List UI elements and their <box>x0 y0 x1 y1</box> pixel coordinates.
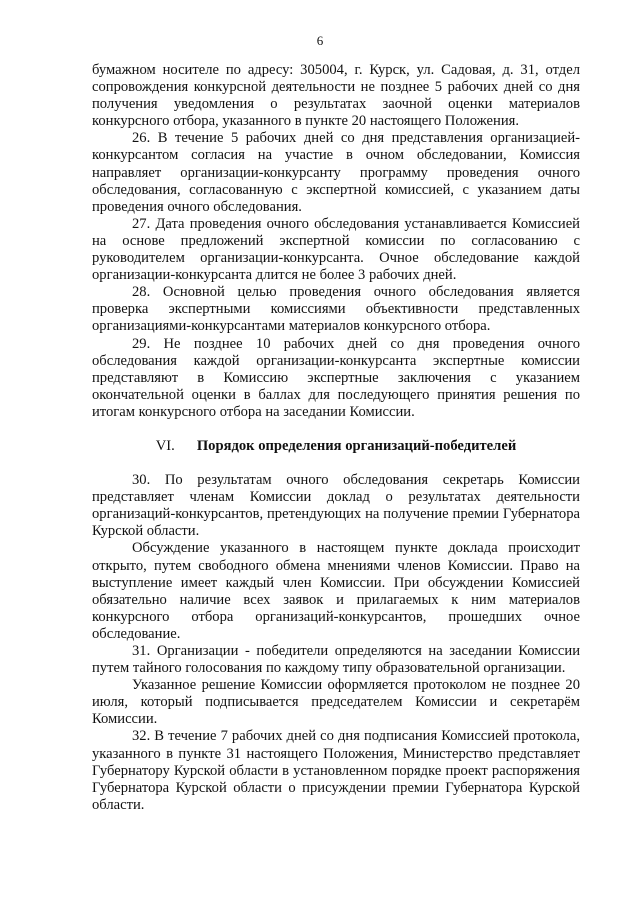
page-number: 6 <box>316 33 324 48</box>
paragraph-27: 27. Дата проведения очного обследования устанавливается Комиссией на основе предложений экспертной комиссии по согласованию с руководителем организации-конкурсанта. Очное обследование каждой организации-конкурсанта длится не более 3 рабочих дней. <box>92 215 580 284</box>
section-heading <box>92 438 580 455</box>
paragraph-26: 26. В течение 5 рабочих дней со дня представления организацией-конкурсантом согласия на участие в очном обследовании, Комиссия направляет организации-конкурсанту программу проведения очного обследования, согласованную с экспертной комиссией, с указанием даты проведения очного обследования. <box>92 130 580 215</box>
paragraph-31-protocol: Указанное решение Комиссии оформляется протоколом не позднее 20 июля, который подписывается председателем Комиссии и секретарём Комиссии. <box>92 677 580 728</box>
paragraph-32: 32. В течение 7 рабочих дней со дня подписания Комиссией протокола, указанного в пункте 31 настоящего Положения, Министерство представляет Губернатору Курской области в установленном порядке проект распоряжения Губернатора Курской области о присуждении премии Губернатора Курской области. <box>92 728 580 813</box>
section-title: Порядок определения организаций-победителей <box>196 437 517 454</box>
paragraph-25-continuation: бумажном носителе по адресу: 305004, г. Курск, ул. Садовая, д. 31, отдел сопровождения конкурсной деятельности не позднее 5 рабочих дней со дня получения уведомления о результатах заочной оценки материалов конкурсного отбора, указанного в пункте 20 настоящего Положения. <box>92 62 580 130</box>
paragraph-31: 31. Организации - победители определяются на заседании Комиссии путем тайного голосования по каждому типу образовательной организации. <box>92 643 580 677</box>
document-body <box>92 62 580 814</box>
section-number: VI. <box>155 437 175 454</box>
paragraph-29: 29. Не позднее 10 рабочих дней со дня проведения очного обследования каждой организации-конкурсанта экспертные комиссии представляют в Комиссию экспертные заключения с указанием окончательной оценки в баллах для последующего принятия решения по итогам конкурсного отбора на заседании Комиссии. <box>92 335 580 420</box>
paragraph-30: 30. По результатам очного обследования секретарь Комиссии представляет членам Комиссии доклад о результатах деятельности организаций-конкурсантов, претендующих на получение премии Губернатора Курской области. <box>92 472 580 540</box>
paragraph-30-discussion: Обсуждение указанного в настоящем пункте доклада происходит открыто, путем свободного обмена мнениями членов Комиссии. Право на выступление имеет каждый член Комиссии. При обсуждении Комиссией обязательно наличие всех заявок и прилагаемых к ним материалов конкурсного отбора организаций-конкурсантов, прошедших очное обследование. <box>92 540 580 642</box>
paragraph-28: 28. Основной целью проведения очного обследования является проверка экспертными комиссиями объективности представленных организациями-конкурсантами материалов конкурсного отбора. <box>92 284 580 335</box>
